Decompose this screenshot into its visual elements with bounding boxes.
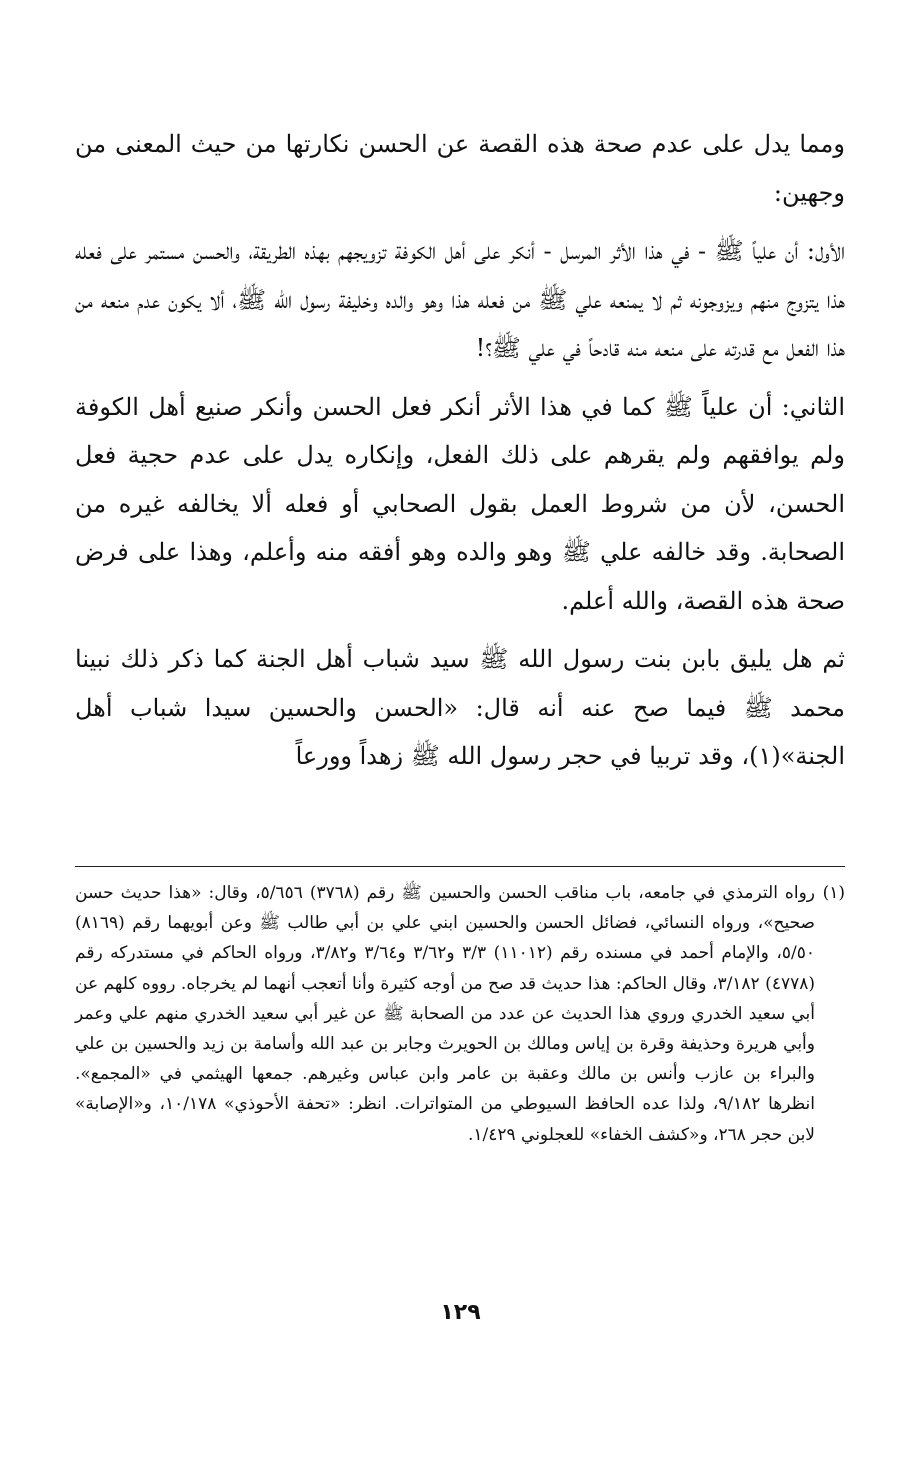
paragraph-intro: ومما يدل على عدم صحة هذه القصة عن الحسن نكارتها من حيث المعنى من وجهين: — [75, 130, 845, 207]
paragraph-hadith: ثم هل يليق بابن بنت رسول الله ﷺ سيد شباب أهل الجنة كما ذكر ذلك نبينا محمد ﷺ فيما صح عنه أنه قال: «الحسن والحسين سيدا شباب أهل الجنة»(١)، وقد تربيا في حجر رسول الله ﷺ زهداً وورعاً — [75, 645, 845, 770]
footnote-1 — [75, 878, 845, 1150]
footnote-divider — [75, 866, 845, 867]
footnote-marker: (١) — [822, 883, 845, 903]
paragraph-first-argument: الأول: أن علياً ﷺ - في هذا الأثر المرسل - أنكر على أهل الكوفة تزويجهم بهذه الطريقة، والحسن مستمر على فعله هذا يتزوج منهم ويزوجونه ثم لا يمنعه علي ﷺ من فعله هذا وهو والده وخليفة رسول الله ﷺ، ألا يكون عدم منعه من هذا الفعل مع قدرته على منعه منه قادحاً في علي ﷺ؟! — [75, 237, 846, 362]
footnotes-section — [75, 878, 845, 1150]
footnote-text: رواه الترمذي في جامعه، باب مناقب الحسن والحسين ﷺ رقم (٣٧٦٨) ٥/٦٥٦، وقال: «هذا حديث حسن صحيح»، ورواه النسائي، فضائل الحسن والحسين ابني علي بن أبي طالب ﷺ وعن أبويهما رقم (٨١٦٩) ٥/٥٠، والإمام أحمد في مسنده رقم (١١٠١٢) ٣/٣ و٣/٦٢ و٣/٦٤ و٣/٨٢، ورواه الحاكم في مستدركه رقم (٤٧٧٨) ٣/١٨٢، وقال الحاكم: هذا حديث قد صح من أوجه كثيرة وأنا أتعجب أنهما لم يخرجاه. رووه كلهم عن أبي سعيد الخدري وروي هذا الحديث عن عدد من الصحابة ﷺ عن غير أبي سعيد الخدري منهم علي وعمر وأبي هريرة وحذيفة وقرة بن إياس ومالك بن الحويرث وجابر بن عبد الله وأسامة بن زيد والحسين بن علي والبراء بن عازب وأنس بن مالك وعقبة بن عامر وابن عباس وغيرهم. جمعها الهيثمي في «المجمع». انظرها ٩/١٨٢، ولذا عده الحافظ السيوطي من المتواترات. انظر: «تحفة الأحوذي» ١٠/١٧٨، و«الإصابة» لابن حجر ٢٦٨، و«كشف الخفاء» للعجلوني ١/٤٢٩. — [75, 883, 816, 1145]
main-text — [75, 120, 845, 791]
paragraph-second-argument: الثاني: أن علياً ﷺ كما في هذا الأثر أنكر فعل الحسن وأنكر صنيع أهل الكوفة ولم يوافقهم ولم يقرهم على ذلك الفعل، وإنكاره يدل على عدم حجية فعل الحسن، لأن من شروط العمل بقول الصحابي أو فعله ألا يخالفه غيره من الصحابة. وقد خالفه علي ﷺ وهو والده وهو أفقه منه وأعلم، وهذا على فرض صحة هذه القصة، والله أعلم. — [75, 392, 845, 615]
page-number: ١٢٩ — [440, 1300, 481, 1325]
